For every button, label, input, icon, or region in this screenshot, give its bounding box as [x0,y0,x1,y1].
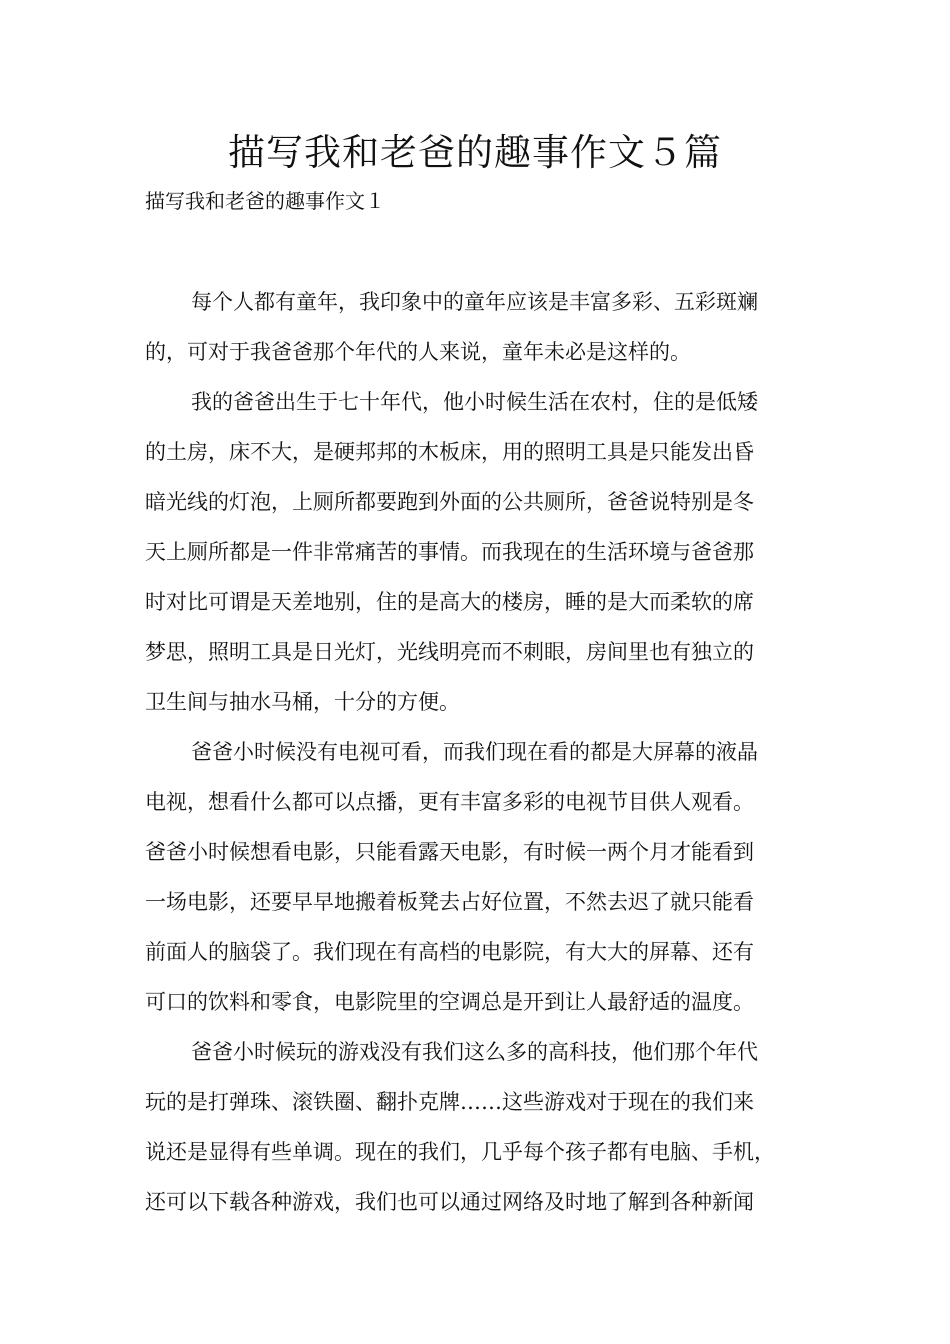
paragraph-line: 还可以下载各种游戏，我们也可以通过网络及时地了解到各种新闻 [145,1190,754,1214]
paragraph-line: 电视，想看什么都可以点播，更有丰富多彩的电视节目供人观看。 [145,790,754,814]
paragraph-line: 前面人的脑袋了。我们现在有高档的电影院，有大大的屏幕、还有 [145,940,754,964]
paragraph [145,284,810,384]
paragraph-line: 梦思，照明工具是日光灯，光线明亮而不刺眼，房间里也有独立的 [145,640,754,664]
paragraph-line: 爸爸小时候想看电影，只能看露天电影，有时候一两个月才能看到 [145,840,754,864]
paragraph-line: 可口的饮料和零食，电影院里的空调总是开到让人最舒适的温度。 [145,990,754,1014]
paragraph-line: 天上厕所都是一件非常痛苦的事情。而我现在的生活环境与爸爸那 [145,540,754,564]
paragraph [145,1034,810,1234]
paragraph-line: 暗光线的灯泡，上厕所都要跑到外面的公共厕所，爸爸说特别是冬 [145,490,754,514]
document-body [145,284,810,1234]
paragraph-line: 每个人都有童年，我印象中的童年应该是丰富多彩、五彩斑斓 [191,290,758,314]
paragraph [145,384,810,734]
document-title: 描写我和老爸的趣事作文５篇 [228,131,722,174]
paragraph-line: 说还是显得有些单调。现在的我们，几乎每个孩子都有电脑、手机， [145,1140,775,1164]
paragraph-line: 玩的是打弹珠、滚铁圈、翻扑克牌……这些游戏对于现在的我们来 [145,1090,754,1114]
paragraph-line: 的，可对于我爸爸那个年代的人来说，童年未必是这样的。 [145,340,691,364]
paragraph [145,734,810,1034]
paragraph-line: 爸爸小时候没有电视可看，而我们现在看的都是大屏幕的液晶 [191,740,758,764]
section-heading: 描写我和老爸的趣事作文１ [145,189,385,213]
paragraph-line: 卫生间与抽水马桶，十分的方便。 [145,690,460,714]
paragraph-line: 爸爸小时候玩的游戏没有我们这么多的高科技，他们那个年代 [191,1040,758,1064]
paragraph-line: 一场电影，还要早早地搬着板凳去占好位置，不然去迟了就只能看 [145,890,754,914]
paragraph-line: 我的爸爸出生于七十年代，他小时候生活在农村，住的是低矮 [191,390,758,414]
paragraph-line: 时对比可谓是天差地别，住的是高大的楼房，睡的是大而柔软的席 [145,590,754,614]
paragraph-line: 的土房，床不大，是硬邦邦的木板床，用的照明工具是只能发出昏 [145,440,754,464]
